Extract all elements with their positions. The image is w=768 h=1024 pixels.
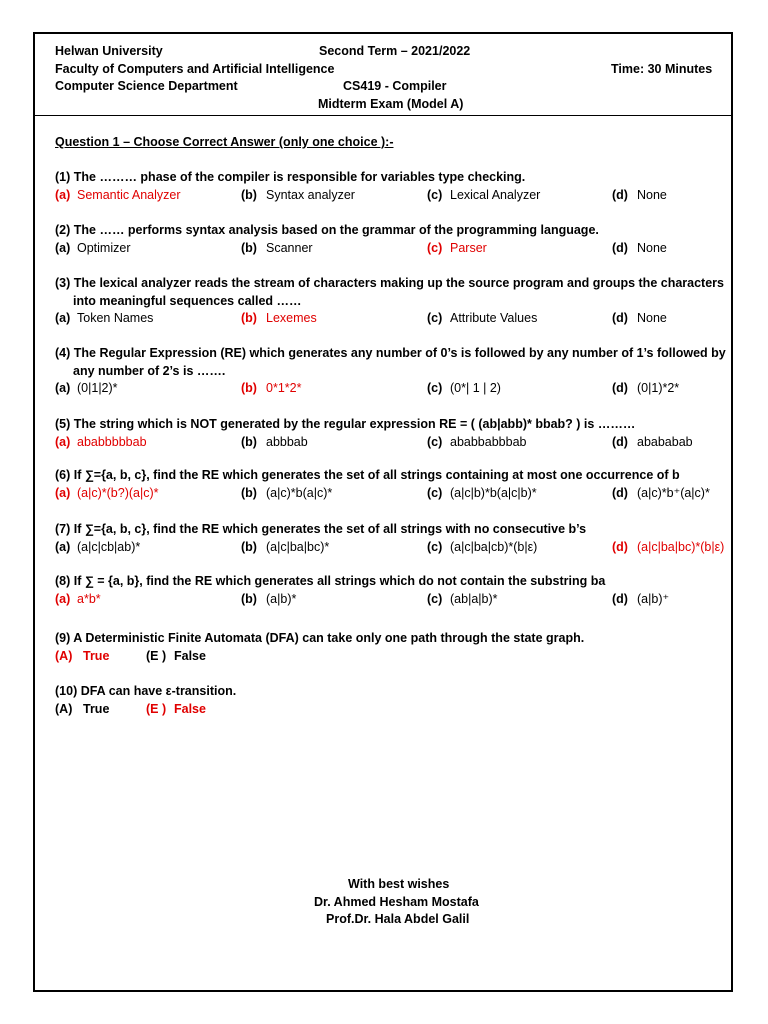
option-label: (c): [427, 434, 443, 449]
correct-answer-option: ababbbbbab: [77, 434, 147, 449]
option-label: (d): [612, 240, 628, 255]
option-label: (c): [427, 485, 443, 500]
course-title: CS419 - Compiler: [343, 79, 447, 93]
option-label: (c): [427, 187, 443, 202]
option-label: (b): [241, 434, 257, 449]
option-label: (a): [55, 485, 71, 500]
answer-option: (a|c|ba|bc)*: [266, 539, 330, 554]
question-text: into meaningful sequences called ……: [73, 293, 302, 308]
answer-option: (a|c|ba|cb)*(b|ε): [450, 539, 538, 554]
question-text: (6) If ∑={a, b, c}, find the RE which generates the set of all strings containing at most one occurrence of b: [55, 468, 680, 482]
option-label: (a): [55, 187, 71, 202]
answer-option: ababbabbbab: [450, 434, 527, 449]
option-label: (E ): [146, 648, 167, 663]
answer-option: (a|c|b)*b(a|c|b)*: [450, 485, 537, 500]
answer-option: (a|b)*: [266, 591, 297, 606]
option-label: (a): [55, 434, 71, 449]
option-label: (a): [55, 381, 71, 395]
question-text: (8) If ∑ = {a, b}, find the RE which generates all strings which do not contain the substring ba: [55, 574, 606, 588]
answer-option: True: [83, 701, 110, 716]
option-label: (b): [241, 591, 257, 606]
answer-option: Token Names: [77, 311, 154, 325]
question-text: (5) The string which is NOT generated by the regular expression RE = ( (ab|abb)* bbab? ) is ………: [55, 417, 636, 431]
answer-option: (a|b)⁺: [637, 591, 670, 606]
answer-option: Lexical Analyzer: [450, 187, 541, 202]
option-label: (d): [612, 485, 628, 500]
university-name: Helwan University: [55, 44, 163, 58]
correct-answer-option: (a|c|ba|bc)*(b|ε): [637, 539, 725, 554]
header-divider: [33, 115, 733, 116]
option-label: (b): [241, 485, 257, 500]
answer-option: Scanner: [266, 240, 313, 255]
question-text: (10) DFA can have ε-transition.: [55, 684, 237, 698]
correct-answer-option: Lexemes: [266, 311, 317, 325]
correct-answer-option: True: [83, 648, 110, 663]
footer-wishes: With best wishes: [348, 877, 450, 891]
correct-answer-option: Semantic Analyzer: [77, 187, 181, 202]
question-text: (9) A Deterministic Finite Automata (DFA) can take only one path through the state graph.: [55, 631, 585, 645]
option-label: (A): [55, 701, 73, 716]
section-title: Question 1 – Choose Correct Answer (only one choice ):-: [55, 135, 394, 149]
option-label: (A): [55, 648, 73, 663]
option-label: (a): [55, 539, 71, 554]
answer-option: Optimizer: [77, 240, 131, 255]
answer-option: (0*| 1 | 2): [450, 381, 501, 395]
question-text: (2) The …… performs syntax analysis based on the grammar of the programming language.: [55, 223, 599, 237]
answer-option: Syntax analyzer: [266, 187, 355, 202]
option-label: (c): [427, 240, 443, 255]
exam-time: Time: 30 Minutes: [611, 62, 713, 76]
answer-option: (ab|a|b)*: [450, 591, 498, 606]
answer-option: (0|1)*2*: [637, 381, 680, 395]
answer-option: None: [637, 187, 667, 202]
answer-option: Attribute Values: [450, 311, 538, 325]
answer-option: abbbab: [266, 434, 308, 449]
question-text: (7) If ∑={a, b, c}, find the RE which generates the set of all strings with no consecutive b’s: [55, 522, 587, 536]
answer-option: False: [174, 648, 206, 663]
answer-option: (a|c)*b(a|c)*: [266, 485, 333, 500]
option-label: (d): [612, 539, 628, 554]
answer-option: (a|c)*b⁺(a|c)*: [637, 485, 710, 500]
option-label: (d): [612, 381, 628, 395]
option-label: (c): [427, 381, 443, 395]
question-text: (4) The Regular Expression (RE) which generates any number of 0’s is followed by any number of 1’s followed by: [55, 346, 726, 360]
option-label: (d): [612, 591, 628, 606]
faculty-name: Faculty of Computers and Artificial Intelligence: [55, 62, 335, 76]
department-name: Computer Science Department: [55, 79, 238, 93]
option-label: (b): [241, 311, 257, 325]
option-label: (c): [427, 591, 443, 606]
correct-answer-option: (a|c)*(b?)(a|c)*: [77, 485, 159, 500]
option-label: (c): [427, 311, 443, 325]
option-label: (d): [612, 187, 628, 202]
option-label: (c): [427, 539, 443, 554]
question-text: (3) The lexical analyzer reads the stream of characters making up the source program and groups the characters: [55, 276, 724, 290]
footer-author-2: Prof.Dr. Hala Abdel Galil: [326, 912, 470, 926]
option-label: (a): [55, 240, 71, 255]
option-label: (b): [241, 187, 257, 202]
correct-answer-option: a*b*: [77, 591, 101, 606]
option-label: (a): [55, 311, 71, 325]
answer-option: abababab: [637, 434, 693, 449]
footer-author-1: Dr. Ahmed Hesham Mostafa: [314, 895, 479, 909]
option-label: (a): [55, 591, 71, 606]
exam-title: Midterm Exam (Model A): [318, 97, 464, 111]
answer-option: None: [637, 311, 667, 325]
question-text: any number of 2’s is …….: [73, 363, 226, 378]
option-label: (d): [612, 311, 628, 325]
correct-answer-option: Parser: [450, 240, 487, 255]
option-label: (b): [241, 381, 257, 395]
option-label: (b): [241, 539, 257, 554]
option-label: (d): [612, 434, 628, 449]
correct-answer-option: False: [174, 701, 206, 716]
correct-answer-option: 0*1*2*: [266, 381, 302, 395]
option-label: (E ): [146, 701, 167, 716]
option-label: (b): [241, 240, 257, 255]
question-text: (1) The ……… phase of the compiler is responsible for variables type checking.: [55, 170, 526, 184]
term: Second Term – 2021/2022: [319, 44, 471, 58]
answer-option: None: [637, 240, 667, 255]
answer-option: (0|1|2)*: [77, 381, 118, 395]
answer-option: (a|c|cb|ab)*: [77, 539, 141, 554]
